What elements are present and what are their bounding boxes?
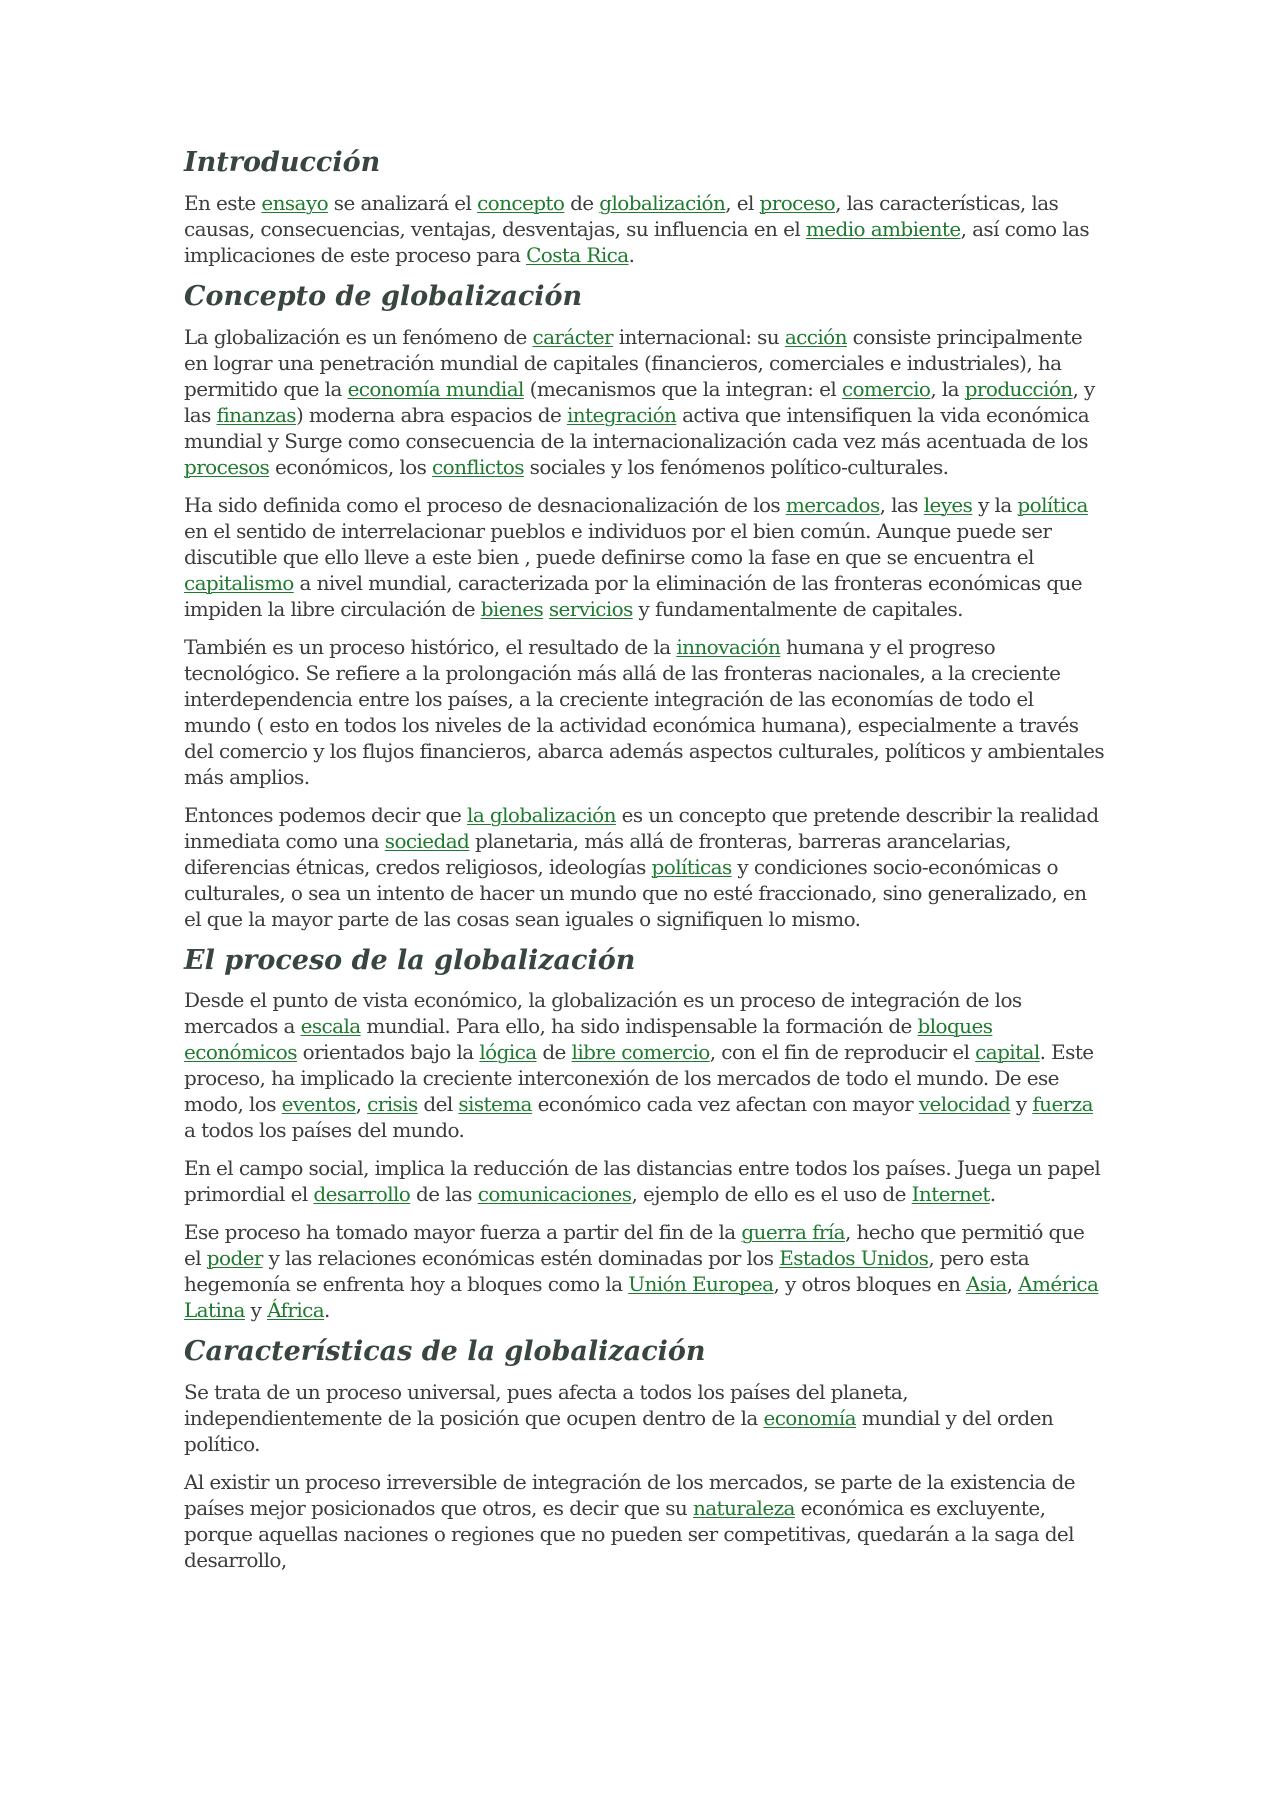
inline-link[interactable]: fuerza (1032, 1092, 1093, 1117)
text-run: Se trata de un proceso universal, pues afecta a todos los países del planeta, independientemente de la posición que ocupen dentro de la (184, 1380, 909, 1430)
inline-link[interactable]: mercados (785, 492, 880, 517)
inline-link[interactable]: economía (763, 1406, 856, 1430)
inline-link[interactable]: Estados Unidos (779, 1246, 929, 1271)
paragraph (184, 1219, 1104, 1323)
inline-link[interactable]: desarrollo (313, 1182, 411, 1207)
paragraph (184, 1155, 1104, 1207)
inline-link[interactable]: concepto (477, 190, 565, 215)
text-run: (mecanismos que la integran: el (523, 376, 842, 401)
text-run: del (417, 1092, 459, 1117)
inline-link[interactable]: finanzas (216, 402, 296, 427)
text-run: , hecho que permitió que el (184, 1220, 1085, 1271)
inline-link[interactable]: escala (300, 1014, 361, 1039)
inline-link[interactable]: conflictos (432, 454, 524, 479)
inline-link[interactable]: la globalización (467, 802, 616, 827)
text-run: y condiciones socio-económicas o culturales, o sea un intento de hacer un mundo que no esté fraccionado, sino generalizado, en el que la mayor parte de las cosas sean iguales o signifiquen lo mismo. (184, 854, 1087, 931)
inline-link[interactable]: Unión Europea (628, 1272, 774, 1297)
section-heading: El proceso de la globalización (184, 944, 636, 976)
text-run: ) moderna abra espacios de (295, 402, 567, 427)
text-run: , las (879, 492, 924, 517)
text-run: , las características, las causas, consecuencias, ventajas, desventajas, su influencia en el (184, 190, 1059, 241)
text-run: activa que intensifiquen la vida económica mundial y Surge como consecuencia de la internacionalización cada vez más acentuada de los (184, 402, 1090, 453)
text-run: se analizará el (328, 190, 478, 215)
text-run: mundial y del orden político. (184, 1406, 1054, 1456)
text-run: de (536, 1040, 572, 1065)
inline-link[interactable]: economía mundial (347, 376, 524, 401)
text-run: , ejemplo de ello es el uso de (631, 1182, 912, 1207)
text-run: , (1006, 1272, 1019, 1297)
inline-link[interactable]: Internet (911, 1182, 990, 1207)
text-run: a nivel mundial, caracterizada por la eliminación de las fronteras económicas que impiden la libre circulación de (184, 570, 1083, 621)
inline-link[interactable]: lógica (479, 1040, 537, 1065)
text-run: Entonces podemos decir que (184, 802, 468, 827)
text-run: de (564, 190, 600, 215)
text-run: y (244, 1298, 268, 1323)
inline-link[interactable]: leyes (923, 492, 973, 517)
text-run: económico cada vez afectan con mayor (531, 1092, 919, 1117)
text-run: , (355, 1092, 368, 1117)
document-page (184, 146, 1104, 1585)
text-run: . (628, 242, 635, 267)
inline-link[interactable]: guerra fría (741, 1220, 845, 1245)
inline-link[interactable]: poder (206, 1246, 263, 1271)
text-run: económica es excluyente, porque aquellas naciones o regiones que no pueden ser competitivas, quedarán a la saga del desarrollo, (184, 1496, 1074, 1572)
text-run: , con el fin de reproducir el (709, 1040, 976, 1065)
inline-link[interactable]: sistema (458, 1092, 532, 1117)
text-run: consiste principalmente en lograr una penetración mundial de capitales (financieros, comerciales e industriales), ha permitido que la (184, 324, 1083, 401)
inline-link[interactable]: Asia (966, 1272, 1007, 1297)
inline-link[interactable]: capital (975, 1040, 1040, 1065)
text-run: internacional: su (612, 324, 785, 349)
paragraph (184, 802, 1104, 932)
paragraph (184, 634, 1104, 790)
text-run: Ha sido definida como el proceso de desnacionalización de los (184, 492, 786, 517)
inline-link[interactable]: velocidad (918, 1092, 1011, 1117)
paragraph (184, 1469, 1104, 1573)
text-run: planetaria, más allá de fronteras, barreras arancelarias, diferencias étnicas, credos religiosos, ideologías (184, 828, 1011, 879)
text-run: económicos, los (269, 454, 433, 479)
inline-link[interactable]: eventos (281, 1092, 356, 1117)
text-run: humana y el progreso tecnológico. Se refiere a la prolongación más allá de las fronteras nacionales, a la creciente interdependencia entre los países, a la creciente integración de las economías de todo el mundo ( esto en todos los niveles de la actividad económica humana), especialmente a través del comercio y los flujos financieros, abarca además aspectos culturales, políticos y ambientales más amplios. (184, 634, 1104, 789)
text-run: . (989, 1182, 996, 1207)
text-run: , la (930, 376, 965, 401)
text-run: En este (184, 190, 262, 215)
text-run: , y las (184, 376, 1095, 427)
text-run: Al existir un proceso irreversible de integración de los mercados, se parte de la existencia de países mejor posicionados que otros, es decir que su (184, 1470, 1076, 1520)
text-run: sociales y los fenómenos político-culturales. (523, 454, 949, 479)
text-run: . Este proceso, ha implicado la creciente interconexión de los mercados de todo el mundo. De ese modo, los (184, 1040, 1094, 1117)
text-run: También es un proceso histórico, el resultado de la (184, 634, 677, 659)
inline-link[interactable]: políticas (651, 854, 732, 879)
text-run: a todos los países del mundo. (184, 1118, 465, 1143)
text-run: y (1010, 1092, 1033, 1117)
paragraph (184, 324, 1104, 480)
inline-link[interactable]: comunicaciones (477, 1182, 632, 1207)
text-run: orientados bajo la (296, 1040, 480, 1065)
inline-link[interactable]: integración (566, 402, 677, 427)
section-heading: Concepto de globalización (184, 280, 583, 312)
inline-link[interactable]: medio ambiente (805, 216, 961, 241)
text-run: , así como las implicaciones de este proceso para (184, 216, 1090, 267)
paragraph (184, 190, 1104, 268)
inline-link[interactable]: servicios (548, 596, 633, 621)
text-run: y la (972, 492, 1018, 517)
inline-link[interactable]: Costa Rica (526, 242, 629, 267)
text-run: y las relaciones económicas estén dominadas por los (262, 1246, 780, 1271)
paragraph (184, 1379, 1104, 1457)
inline-link[interactable]: América Latina (184, 1272, 1099, 1323)
inline-link[interactable]: comercio (841, 376, 931, 401)
text-run: , el (725, 190, 760, 215)
paragraph (184, 492, 1104, 622)
text-run: en el sentido de interrelacionar pueblos e individuos por el bien común. Aunque puede ser discutible que ello lleve a este bien , puede definirse como la fase en que se encuentra el (184, 518, 1052, 569)
inline-link[interactable]: política (1017, 492, 1088, 517)
text-run: y fundamentalmente de capitales. (632, 596, 963, 621)
inline-link[interactable]: proceso (759, 190, 836, 215)
inline-link[interactable]: ensayo (261, 190, 329, 215)
inline-link[interactable]: libre comercio (571, 1040, 710, 1065)
inline-link[interactable]: crisis (367, 1092, 418, 1117)
text-run: , y otros bloques en (773, 1272, 967, 1297)
inline-link[interactable]: bienes (480, 596, 544, 621)
inline-link[interactable]: naturaleza (692, 1496, 795, 1520)
section-heading: Introducción (184, 147, 381, 178)
inline-link[interactable]: globalización (599, 190, 726, 215)
text-run: Desde el punto de vista económico, la globalización es un proceso de integración de los mercados a (184, 988, 1022, 1039)
section-heading: Características de la globalización (184, 1336, 706, 1368)
inline-link[interactable]: sociedad (384, 828, 470, 853)
text-run: La globalización es un fenómeno de (184, 324, 533, 349)
inline-link[interactable]: producción (964, 376, 1073, 401)
inline-link[interactable]: carácter (532, 324, 613, 349)
inline-link[interactable]: bloques económicos (184, 1014, 993, 1065)
inline-link[interactable]: acción (784, 324, 847, 349)
text-run: mundial. Para ello, ha sido indispensable la formación de (360, 1014, 918, 1039)
text-run: de las (410, 1182, 478, 1207)
inline-link[interactable]: capitalismo (184, 570, 294, 595)
inline-link[interactable]: procesos (184, 454, 270, 479)
text-run: , pero esta hegemonía se enfrenta hoy a bloques como la (184, 1246, 1030, 1297)
text-run: En el campo social, implica la reducción de las distancias entre todos los países. Juega un papel primordial el (184, 1156, 1101, 1207)
inline-link[interactable]: innovación (676, 634, 781, 659)
text-run: es un concepto que pretende describir la realidad inmediata como una (184, 802, 1099, 853)
text-run: Ese proceso ha tomado mayor fuerza a partir del fin de la (184, 1220, 742, 1245)
inline-link[interactable]: África (267, 1298, 325, 1323)
paragraph (184, 987, 1104, 1143)
text-run: . (324, 1298, 330, 1323)
